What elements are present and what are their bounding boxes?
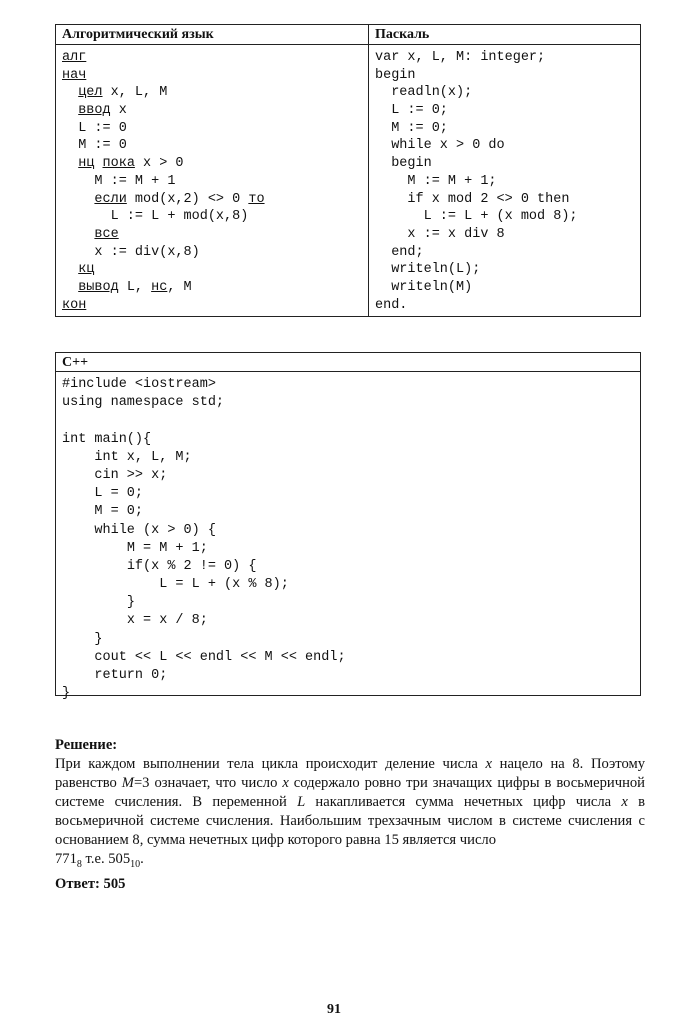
algorithmic-language-column [56, 25, 369, 316]
pascal-code [369, 45, 640, 318]
code-keyword: нс [151, 279, 168, 295]
code-keyword: цел [78, 85, 103, 101]
pascal-header: Паскаль [369, 25, 640, 45]
code-line [62, 540, 634, 558]
code-keyword: если [94, 191, 127, 207]
code-line [375, 279, 634, 297]
code-line [375, 297, 634, 315]
text: =3 означает, что число [133, 775, 283, 791]
code-line [375, 137, 634, 155]
code-text: writeln(L); [391, 262, 481, 278]
code-line [62, 191, 362, 209]
code-text: cin >> x; [94, 467, 168, 483]
code-keyword: вывод [78, 279, 119, 295]
code-text: int x, L, M; [94, 449, 192, 465]
text: накапливается сумма нечетных цифр числа [305, 794, 622, 810]
code-line [62, 137, 362, 155]
code-line [62, 594, 634, 612]
code-text: end; [391, 244, 424, 260]
code-line [62, 155, 362, 173]
cpp-table [55, 352, 641, 702]
code-keyword: все [94, 226, 119, 242]
code-line [62, 649, 634, 667]
code-keyword: нц [78, 156, 95, 172]
code-text: var x, L, M: integer; [375, 50, 546, 65]
number-octal: 771 [55, 851, 77, 867]
code-text: M := M + 1; [407, 173, 497, 189]
code-line [62, 173, 362, 191]
text: в восьмеричной системе счисления. Наибольшим трехзачным числом в системе счисления с основанием 8, сумма нечетных цифр которого равна 15 является число [55, 794, 645, 848]
code-text: if x mod 2 <> 0 then [407, 191, 570, 207]
code-line [62, 297, 362, 315]
var-x: x [621, 794, 628, 810]
code-line [62, 208, 362, 226]
code-text: mod(x,2) <> 0 [126, 191, 249, 207]
solution-heading: Решение: [55, 737, 118, 753]
code-text: L := 0 [78, 120, 127, 136]
algorithmic-language-header: Алгоритмический язык [56, 25, 368, 45]
code-line [62, 685, 634, 703]
code-line [62, 49, 362, 67]
code-keyword: алг [62, 50, 87, 65]
text: При каждом выполнении тела цикла происходит деление числа [55, 756, 486, 772]
base-8: 8 [76, 858, 82, 870]
code-line [62, 226, 362, 244]
answer: Ответ: 505 [55, 876, 126, 892]
code-line [62, 431, 634, 449]
code-line [62, 394, 634, 412]
var-x: x [485, 756, 492, 772]
code-line [62, 449, 634, 467]
var-m: M [121, 775, 134, 791]
code-keyword: кон [62, 297, 87, 313]
code-line [62, 485, 634, 503]
code-line [62, 244, 362, 262]
text: т.е. [81, 851, 109, 867]
code-line [62, 412, 634, 430]
code-text: while (x > 0) { [94, 522, 216, 538]
page-number: 91 [327, 1002, 341, 1017]
code-text: M := 0; [391, 120, 448, 136]
base-10: 10 [130, 858, 141, 870]
code-line [62, 84, 362, 102]
code-line [62, 522, 634, 540]
code-text: L := L + (x mod 8); [423, 209, 578, 225]
code-line [375, 261, 634, 279]
code-text: #include <iostream> [62, 377, 216, 392]
code-text: x [110, 103, 127, 119]
cpp-header: C++ [56, 353, 640, 372]
solution-text [55, 755, 645, 874]
code-line [62, 102, 362, 120]
code-line [375, 49, 634, 67]
code-text: x > 0 [134, 156, 184, 172]
code-text: cout << L << endl << M << endl; [94, 649, 346, 665]
var-x: x [282, 775, 289, 791]
code-text: x = x / 8; [126, 613, 208, 629]
code-text: L := L + mod(x,8) [110, 209, 249, 225]
code-text: L, [118, 279, 152, 295]
code-text: L = 0; [94, 486, 144, 502]
code-text: return 0; [94, 668, 168, 683]
code-text: using namespace std; [62, 395, 225, 411]
number-decimal: 505 [108, 851, 131, 867]
code-text: M = M + 1; [126, 540, 208, 556]
code-line [375, 226, 634, 244]
code-keyword: пока [102, 156, 135, 172]
code-text: begin [391, 156, 432, 172]
code-line [375, 208, 634, 226]
code-line [62, 667, 634, 685]
text: . [140, 851, 144, 867]
code-keyword: то [248, 191, 265, 207]
code-keyword: кц [78, 262, 95, 278]
pascal-column [369, 25, 640, 316]
code-line [375, 191, 634, 209]
code-text: L := 0; [391, 103, 448, 119]
code-line [62, 376, 634, 394]
code-line [62, 631, 634, 649]
code-line [62, 261, 362, 279]
code-text: int main(){ [62, 431, 152, 447]
code-text: } [62, 686, 71, 702]
code-keyword: нач [62, 67, 87, 83]
code-text: x, L, M [102, 85, 168, 101]
code-line [375, 173, 634, 191]
code-text: , M [167, 279, 192, 295]
code-text: M = 0; [94, 504, 144, 520]
code-text: writeln(M) [391, 279, 473, 295]
var-l: L [297, 794, 306, 810]
code-line [375, 84, 634, 102]
code-line [62, 576, 634, 594]
code-line [375, 244, 634, 262]
code-text [94, 156, 102, 171]
algorithmic-code [56, 45, 368, 318]
text: содержало ровно три значащих цифры в восьмеричной системе счисления. В переменной [55, 775, 645, 810]
code-line [62, 503, 634, 521]
solution-section [55, 736, 645, 874]
code-text: L = L + (x % 8); [159, 577, 289, 593]
code-keyword: ввод [78, 103, 111, 119]
code-text: end. [375, 297, 408, 313]
code-text: } [94, 631, 103, 647]
code-text: readln(x); [391, 85, 473, 101]
code-line [62, 612, 634, 630]
code-line [62, 558, 634, 576]
code-text: M := 0 [78, 138, 127, 154]
code-line [62, 467, 634, 485]
cpp-code [56, 372, 640, 707]
code-line [375, 102, 634, 120]
code-line [62, 279, 362, 297]
code-line [62, 67, 362, 85]
code-text: x := div(x,8) [94, 244, 200, 260]
code-line [62, 120, 362, 138]
code-text: M := M + 1 [94, 173, 176, 189]
code-text: while x > 0 do [391, 138, 505, 154]
code-line [375, 155, 634, 173]
code-line [375, 67, 634, 85]
code-line [375, 120, 634, 138]
code-text: if(x % 2 != 0) { [126, 558, 257, 574]
code-text: x := x div 8 [407, 226, 505, 242]
code-text: } [126, 595, 135, 611]
code-text: begin [375, 67, 416, 83]
text: нацело на 8. Поэтому равенство [55, 756, 645, 791]
code-comparison-table [55, 24, 641, 317]
